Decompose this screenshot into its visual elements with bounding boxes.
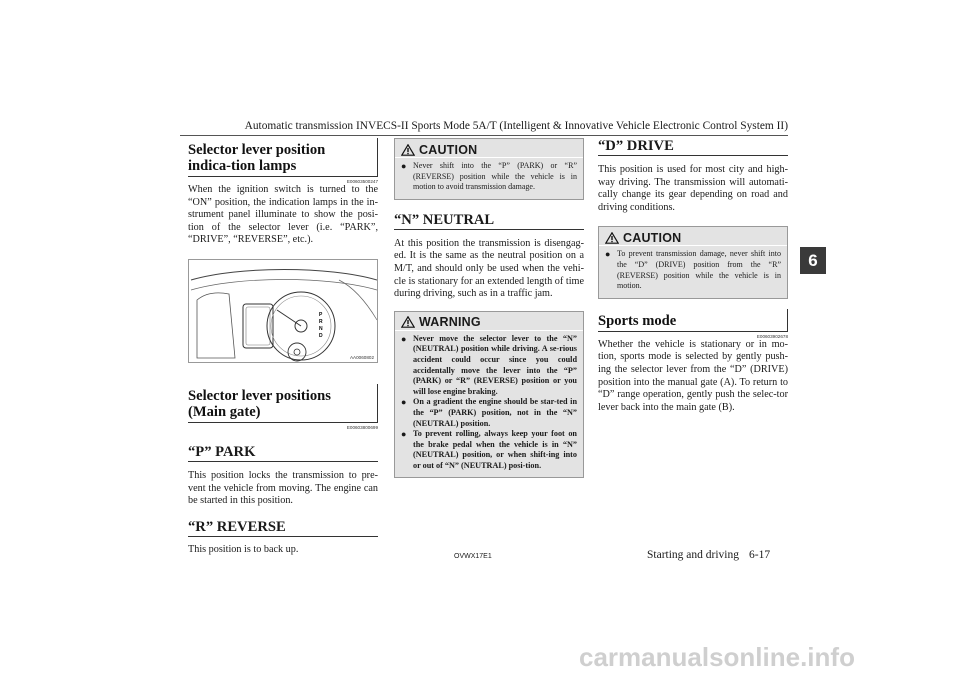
caution-header — [395, 142, 583, 158]
caution-triangle-icon — [401, 144, 415, 156]
caution-box-drive — [598, 226, 788, 298]
sports-mode-body: Whether the vehicle is stationary or in mo-tion, sports mode is selected by gently push-ing the selector lever from the “D” (DRIVE) position into the manual gate (A). To return to “D” range operation, gently push the selec-tor lever back into the main gate (B). — [598, 338, 788, 413]
indicator-letter-p: P — [319, 311, 323, 318]
list-item — [401, 334, 577, 398]
section-title-indication-lamps: Selector lever position indica-tion lamps — [188, 138, 378, 177]
column-left — [188, 138, 378, 556]
drive-body: This position is used for most city and high-way driving. The transmission will automati-cally change its gear depending on road and driving conditions. — [598, 164, 788, 213]
watermark: carmanualsonline.info — [579, 642, 855, 672]
list-item — [401, 161, 577, 193]
section-code: E00603500247 — [346, 179, 378, 184]
figure-code: AA0060802 — [349, 354, 374, 360]
footer-code: OVWX17E1 — [454, 553, 492, 560]
warning-text: To prevent rolling, always keep your foot on the brake pedal when the vehicle is in “N” (NEUTRAL) position, or when shift-ing into or out of “N” (NEUTRAL) posi-tion. — [413, 429, 577, 470]
section-code: E00603800699 — [346, 424, 378, 430]
section-title-main-gate: Selector lever positions (Main gate) — [188, 384, 378, 423]
caution-list — [605, 249, 781, 291]
bullet-icon: ● — [401, 429, 407, 440]
chapter-tab[interactable]: 6 — [800, 247, 826, 274]
park-title: “P” PARK — [188, 444, 378, 462]
warning-box-neutral — [394, 311, 584, 479]
column-middle — [394, 138, 584, 478]
caution-header — [599, 230, 787, 246]
bullet-icon: ● — [401, 333, 407, 344]
warning-header — [395, 315, 583, 331]
list-item — [401, 429, 577, 471]
caution-triangle-icon — [605, 232, 619, 244]
section-title-sports-mode: Sports mode — [598, 309, 788, 332]
park-body: This position locks the transmission to pre-vent the vehicle from moving. The engine can be started in this position. — [188, 469, 378, 507]
warning-text: On a gradient the engine should be star-ted in the “P” (PARK) position, not in the “N” (NEUTRAL) position. — [413, 397, 577, 428]
instrument-panel-illustration — [189, 260, 378, 363]
running-header: Automatic transmission INVECS-II Sports Mode 5A/T (Intelligent & Innovative Vehicle Electronic Control System II) — [244, 120, 788, 132]
indicator-letter-d: D — [319, 332, 323, 339]
warning-label: WARNING — [419, 315, 481, 330]
reverse-body: This position is to back up. — [188, 543, 299, 555]
page-number: 6-17 — [749, 549, 771, 561]
neutral-body: At this position the transmission is disengag-ed. It is the same as the neutral position on a M/T, and should only be used when the vehi-cle is stationary for an extended length of time during driving, such as in a traffic jam. — [394, 237, 584, 300]
indicator-letter-n: N — [319, 325, 323, 332]
warning-list — [401, 334, 577, 472]
warning-text: Never move the selector lever to the “N” (NEUTRAL) position while driving. A se-rious accident could occur since you could accidentally move the lever into the “P” (PARK) or “R” (REVERSE) position or you will lose engine braking. — [413, 333, 577, 396]
reverse-title: “R” REVERSE — [188, 519, 378, 537]
caution-label: CAUTION — [419, 142, 478, 157]
section-code: E00603902678 — [756, 333, 788, 339]
bullet-icon: ● — [401, 397, 407, 408]
header-rule — [180, 135, 788, 136]
caution-label: CAUTION — [623, 230, 682, 245]
column-right — [598, 138, 788, 414]
list-item — [605, 249, 781, 291]
drive-title: “D” DRIVE — [598, 138, 788, 156]
warning-triangle-icon — [401, 316, 415, 328]
indication-lamps-body: When the ignition switch is turned to the “ON” position, the indication lamps in the in-strument panel illuminate to show the posi-tion of the selector lever (i.e. “PARK”, “DRIVE”, “REVERSE”, etc.). — [188, 184, 378, 246]
indicator-letter-r: R — [319, 318, 323, 325]
bullet-icon: ● — [605, 249, 611, 260]
neutral-title: “N” NEUTRAL — [394, 212, 584, 230]
caution-text: Never shift into the “P” (PARK) or “R” (REVERSE) position while the vehicle is in motion to avoid transmission damage. — [413, 161, 577, 192]
list-item — [401, 397, 577, 429]
caution-text: To prevent transmission damage, never shift into the “D” (DRIVE) position from the “R” (REVERSE) position while the vehicle is in motion. — [617, 249, 781, 291]
caution-box-park-reverse — [394, 138, 584, 200]
caution-list — [401, 161, 577, 193]
bullet-icon: ● — [401, 161, 407, 171]
instrument-panel-figure — [188, 259, 378, 363]
footer-section-name: Starting and driving — [647, 549, 739, 561]
